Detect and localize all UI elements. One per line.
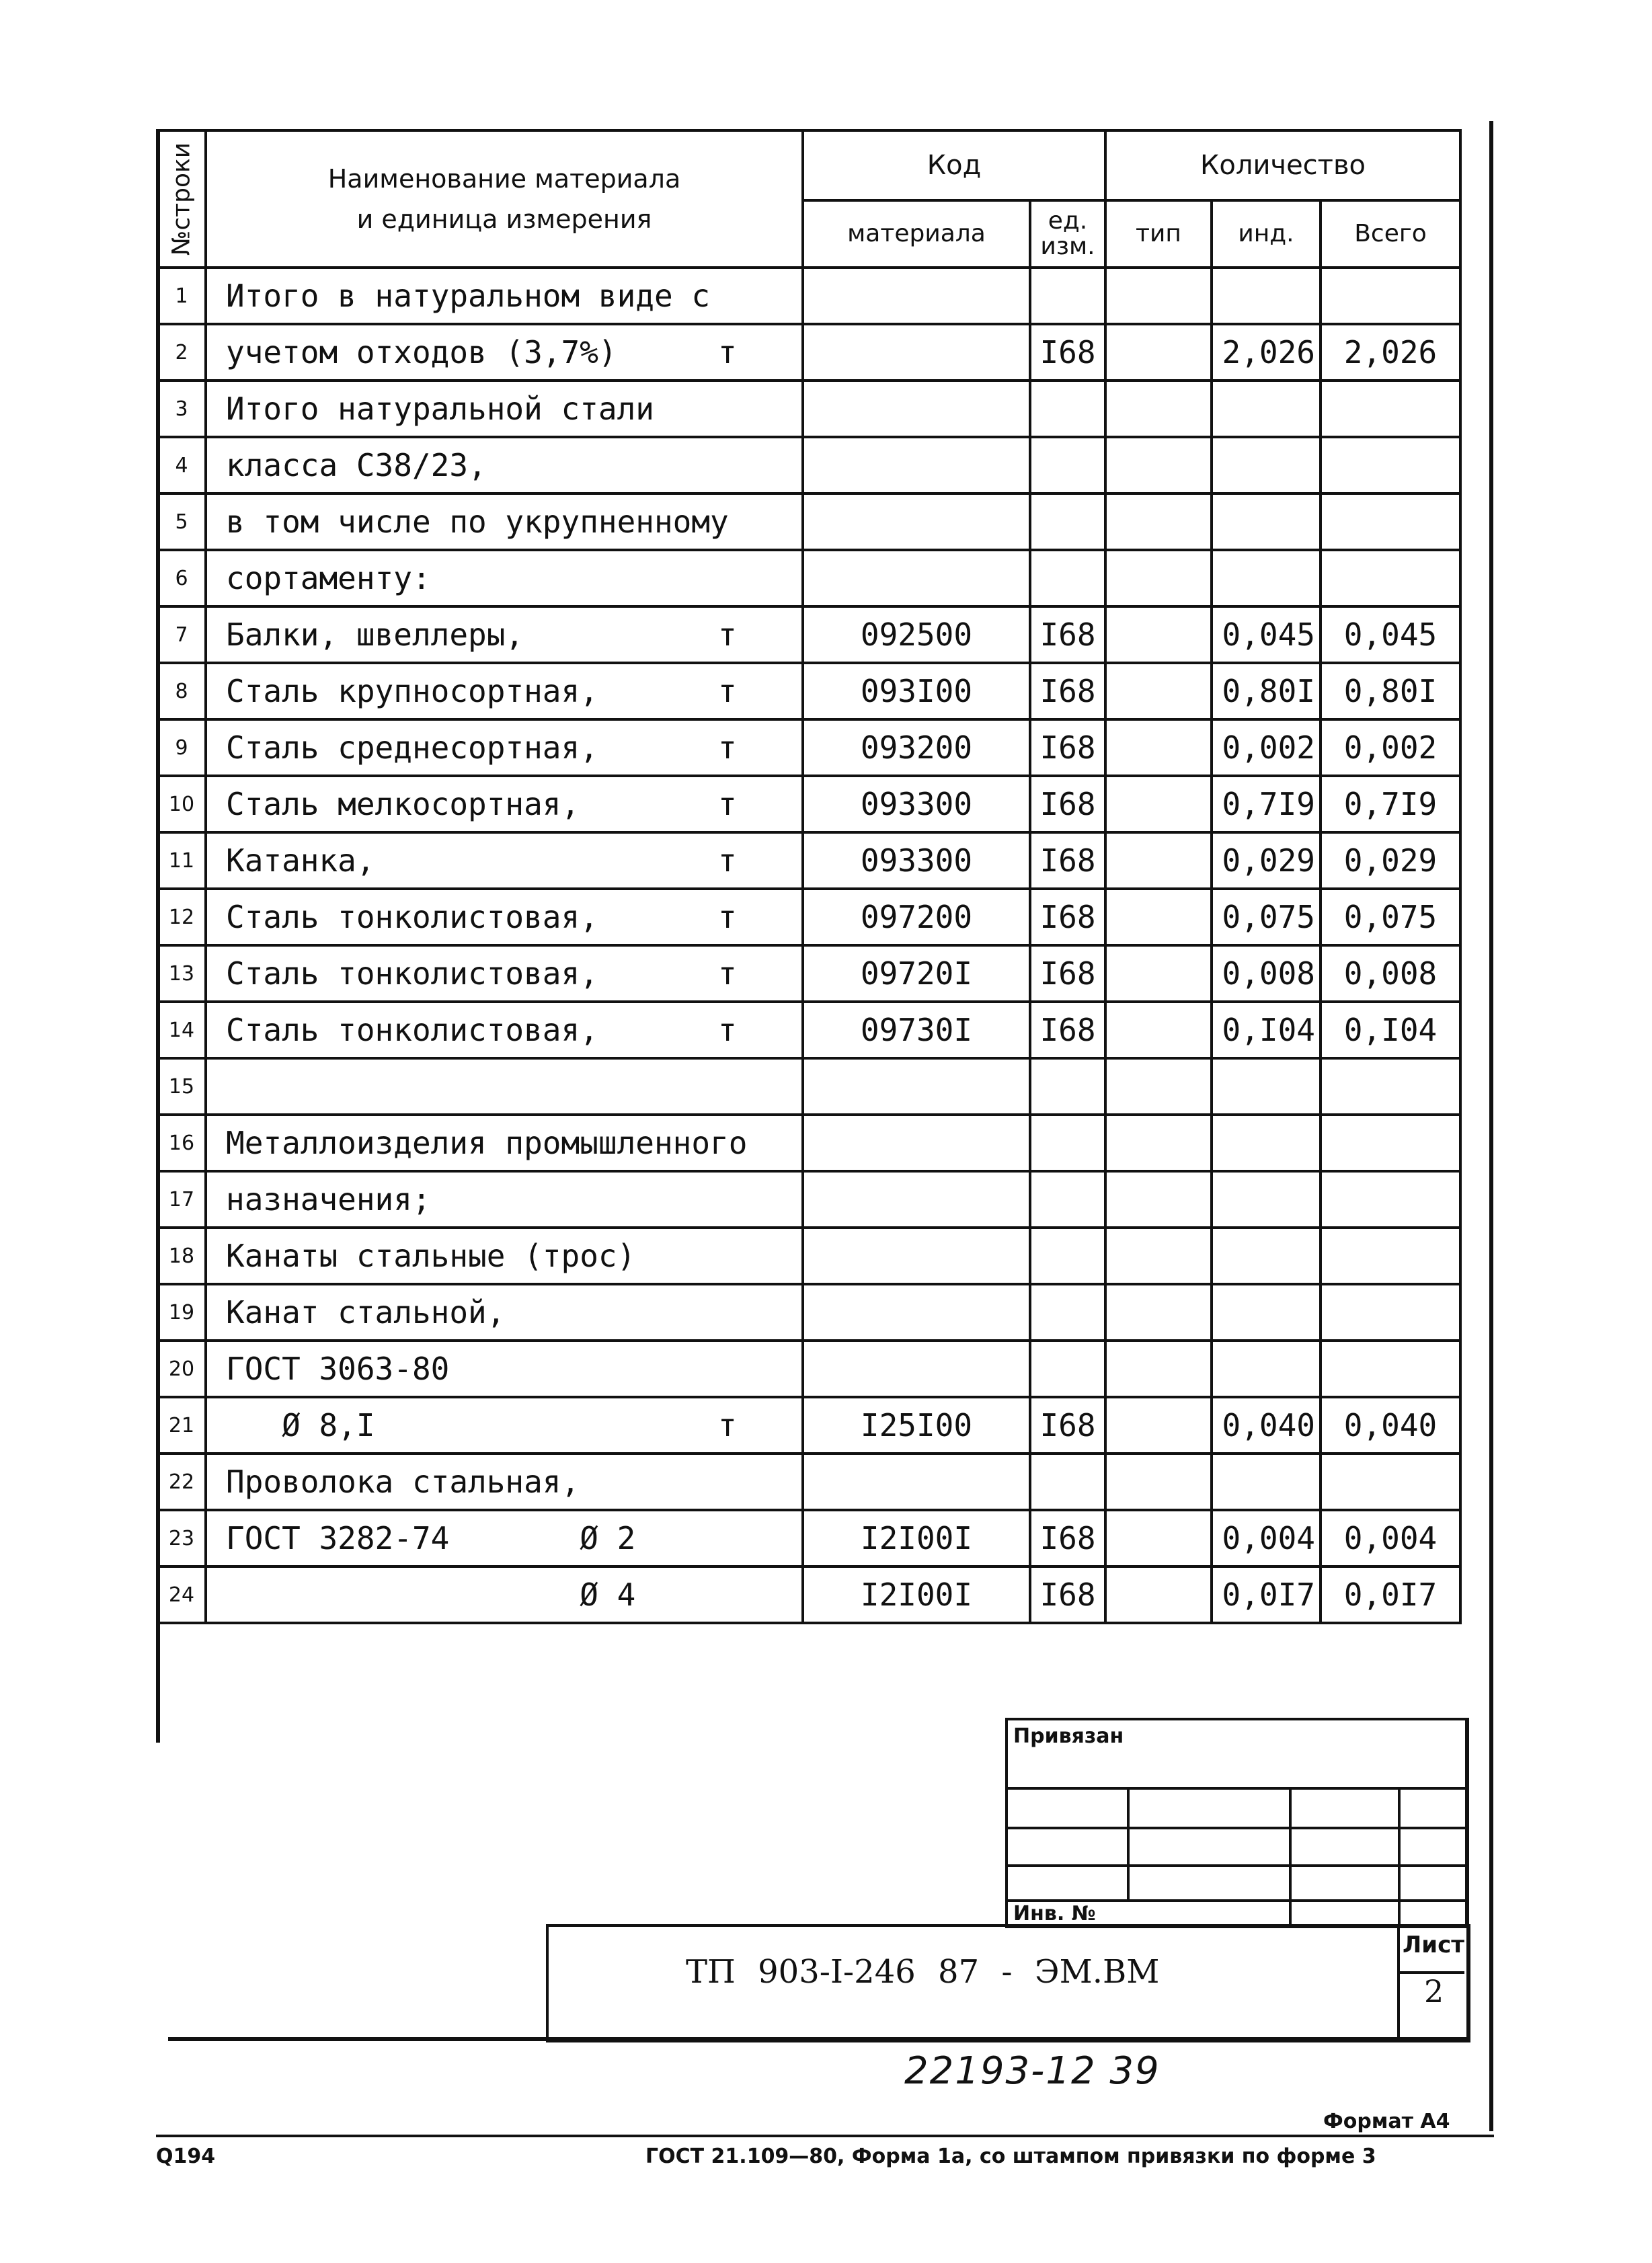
qty-total	[1321, 493, 1460, 550]
inventory-label: Инв. №	[1013, 1902, 1096, 1925]
material-name	[206, 493, 803, 550]
qty-ind	[1212, 1115, 1321, 1171]
table-row	[157, 1341, 1460, 1397]
material-name-text: Сталь мелкосортная,	[226, 786, 580, 822]
row-number: 24	[157, 1566, 206, 1623]
qty-ind: 0,045	[1212, 606, 1321, 663]
material-name	[206, 1058, 803, 1115]
header-material-name	[206, 130, 803, 268]
unit-code	[1030, 1058, 1105, 1115]
left-code: Q194	[156, 2145, 216, 2168]
material-name	[206, 719, 803, 776]
qty-ind: 0,0I7	[1212, 1566, 1321, 1623]
material-name-text: класса С38/23,	[226, 447, 487, 483]
row-number: 8	[157, 663, 206, 719]
material-code	[803, 437, 1030, 493]
table-row	[157, 832, 1460, 889]
table-row	[157, 945, 1460, 1002]
table-row	[157, 1510, 1460, 1566]
table-row	[157, 889, 1460, 945]
qty-type	[1105, 663, 1212, 719]
material-code	[803, 268, 1030, 324]
row-number: 15	[157, 1058, 206, 1115]
unit-of-measure: т	[718, 955, 737, 992]
qty-type	[1105, 1228, 1212, 1284]
material-code	[803, 324, 1030, 381]
stamp-grid-line	[1398, 1787, 1401, 1925]
qty-type	[1105, 324, 1212, 381]
row-number: 11	[157, 832, 206, 889]
table-row	[157, 1397, 1460, 1454]
qty-total: 0,040	[1321, 1397, 1460, 1454]
material-name	[206, 1228, 803, 1284]
material-code: 093I00	[803, 663, 1030, 719]
row-number: 3	[157, 381, 206, 437]
qty-type	[1105, 1058, 1212, 1115]
material-code: 093300	[803, 776, 1030, 832]
header-code-unit	[1030, 200, 1105, 268]
row-number: 9	[157, 719, 206, 776]
material-name-text: назначения;	[226, 1181, 431, 1218]
material-code	[803, 1115, 1030, 1171]
qty-total: 0,0I7	[1321, 1566, 1460, 1623]
unit-code	[1030, 493, 1105, 550]
qty-total: 0,80I	[1321, 663, 1460, 719]
unit-of-measure: т	[718, 842, 737, 879]
qty-total	[1321, 381, 1460, 437]
unit-code: I68	[1030, 606, 1105, 663]
row-number: 12	[157, 889, 206, 945]
unit-of-measure: т	[718, 1012, 737, 1048]
header-qty-type: тип	[1105, 200, 1212, 268]
row-number: 18	[157, 1228, 206, 1284]
qty-total: 0,075	[1321, 889, 1460, 945]
qty-type	[1105, 381, 1212, 437]
unit-code	[1030, 1454, 1105, 1510]
frame-right-border	[1489, 121, 1493, 2131]
unit-of-measure: т	[718, 786, 737, 822]
unit-code: I68	[1030, 1510, 1105, 1566]
qty-total	[1321, 268, 1460, 324]
header-code-unit-line2: изм.	[1040, 233, 1095, 260]
material-name	[206, 1454, 803, 1510]
qty-total: 0,008	[1321, 945, 1460, 1002]
stamp-grid-line	[1008, 1827, 1465, 1829]
header-code-group: Код	[803, 130, 1105, 200]
qty-ind: 0,029	[1212, 832, 1321, 889]
header-quantity-group: Количество	[1105, 130, 1460, 200]
qty-type	[1105, 1115, 1212, 1171]
qty-ind	[1212, 268, 1321, 324]
qty-type	[1105, 1171, 1212, 1228]
material-code	[803, 493, 1030, 550]
qty-type	[1105, 1284, 1212, 1341]
row-number: 17	[157, 1171, 206, 1228]
table-row	[157, 776, 1460, 832]
material-code: I2I00I	[803, 1566, 1030, 1623]
stamp-grid-line	[1008, 1864, 1465, 1867]
material-code	[803, 1058, 1030, 1115]
table-row	[157, 493, 1460, 550]
material-name-text: учетом отходов (3,7%)	[226, 334, 617, 370]
material-name	[206, 945, 803, 1002]
row-number: 5	[157, 493, 206, 550]
table-row	[157, 1171, 1460, 1228]
unit-code	[1030, 1228, 1105, 1284]
material-name-text: в том числе по укрупненному	[226, 504, 729, 540]
table-row	[157, 1002, 1460, 1058]
material-name-text: Итого натуральной стали	[226, 391, 654, 427]
material-name-text: Ø 4	[226, 1577, 636, 1613]
unit-code: I68	[1030, 945, 1105, 1002]
qty-ind: 0,075	[1212, 889, 1321, 945]
table-row	[157, 550, 1460, 606]
header-qty-total: Всего	[1321, 200, 1460, 268]
qty-type	[1105, 268, 1212, 324]
archive-number: 22193-12 39	[904, 2049, 1161, 2093]
header-row-number-label: №строки	[167, 142, 196, 256]
material-name-text: Канат стальной,	[226, 1294, 506, 1331]
header-name-line1: Наименование материала	[327, 164, 681, 194]
unit-of-measure: т	[718, 899, 737, 935]
qty-type	[1105, 550, 1212, 606]
material-name-text: Сталь тонколистовая,	[226, 955, 598, 992]
row-number: 10	[157, 776, 206, 832]
qty-total	[1321, 1341, 1460, 1397]
qty-ind: 0,004	[1212, 1510, 1321, 1566]
qty-type	[1105, 889, 1212, 945]
material-name	[206, 776, 803, 832]
qty-total	[1321, 1115, 1460, 1171]
qty-type	[1105, 1566, 1212, 1623]
material-name-text: Ø 8,I	[226, 1407, 375, 1443]
unit-code	[1030, 437, 1105, 493]
qty-total: 0,002	[1321, 719, 1460, 776]
stamp-grid-line	[1289, 1787, 1292, 1925]
table-row	[157, 1566, 1460, 1623]
qty-total	[1321, 1171, 1460, 1228]
material-code: I25I00	[803, 1397, 1030, 1454]
material-code	[803, 1454, 1030, 1510]
unit-code: I68	[1030, 1397, 1105, 1454]
header-name-line2: и единица измерения	[356, 204, 652, 234]
material-name	[206, 1341, 803, 1397]
material-name	[206, 381, 803, 437]
material-code: I2I00I	[803, 1510, 1030, 1566]
material-code	[803, 1341, 1030, 1397]
row-number: 21	[157, 1397, 206, 1454]
document-code: ТП 903-I-246 87 - ЭМ.ВМ	[686, 1953, 1160, 1991]
qty-ind: 0,7I9	[1212, 776, 1321, 832]
material-name	[206, 1397, 803, 1454]
material-name-text: Сталь среднесортная,	[226, 729, 598, 766]
qty-ind	[1212, 1454, 1321, 1510]
qty-total: 2,026	[1321, 324, 1460, 381]
qty-ind	[1212, 437, 1321, 493]
material-name	[206, 1002, 803, 1058]
row-number: 1	[157, 268, 206, 324]
row-number: 7	[157, 606, 206, 663]
unit-code	[1030, 268, 1105, 324]
material-name	[206, 663, 803, 719]
qty-type	[1105, 1454, 1212, 1510]
unit-code: I68	[1030, 776, 1105, 832]
qty-total: 0,004	[1321, 1510, 1460, 1566]
table-row	[157, 1058, 1460, 1115]
unit-code	[1030, 1284, 1105, 1341]
table-body	[157, 268, 1460, 1623]
qty-ind: 0,008	[1212, 945, 1321, 1002]
material-name	[206, 1510, 803, 1566]
qty-total	[1321, 437, 1460, 493]
material-name	[206, 1115, 803, 1171]
unit-code: I68	[1030, 719, 1105, 776]
material-name	[206, 832, 803, 889]
material-code: 097200	[803, 889, 1030, 945]
table-row	[157, 1284, 1460, 1341]
row-number: 2	[157, 324, 206, 381]
qty-type	[1105, 1397, 1212, 1454]
row-number: 14	[157, 1002, 206, 1058]
footer-rule	[156, 2135, 1494, 2137]
qty-total: 0,I04	[1321, 1002, 1460, 1058]
unit-code: I68	[1030, 1002, 1105, 1058]
table-row	[157, 606, 1460, 663]
material-code: 09730I	[803, 1002, 1030, 1058]
material-name-text: сортаменту:	[226, 560, 431, 596]
table-row	[157, 324, 1460, 381]
table-row	[157, 663, 1460, 719]
material-name-text: Сталь тонколистовая,	[226, 1012, 598, 1048]
material-name-text: ГОСТ 3282-74 Ø 2	[226, 1520, 636, 1556]
material-name	[206, 1566, 803, 1623]
row-number: 6	[157, 550, 206, 606]
qty-type	[1105, 1341, 1212, 1397]
material-code	[803, 550, 1030, 606]
table-row	[157, 268, 1460, 324]
qty-ind	[1212, 550, 1321, 606]
material-code: 092500	[803, 606, 1030, 663]
qty-type	[1105, 1510, 1212, 1566]
table-row	[157, 719, 1460, 776]
material-name	[206, 550, 803, 606]
unit-of-measure: т	[718, 673, 737, 709]
material-code	[803, 1284, 1030, 1341]
unit-of-measure: т	[718, 729, 737, 766]
unit-code: I68	[1030, 663, 1105, 719]
material-name	[206, 437, 803, 493]
row-number: 22	[157, 1454, 206, 1510]
qty-type	[1105, 1002, 1212, 1058]
unit-code: I68	[1030, 1566, 1105, 1623]
material-name	[206, 324, 803, 381]
qty-ind: 0,I04	[1212, 1002, 1321, 1058]
qty-type	[1105, 945, 1212, 1002]
attached-label: Привязан	[1013, 1724, 1124, 1748]
gost-note: ГОСТ 21.109—80, Форма 1а, со штампом привязки по форме 3	[645, 2145, 1376, 2168]
material-name-text: Сталь тонколистовая,	[226, 899, 598, 935]
table-row	[157, 1115, 1460, 1171]
material-code	[803, 1228, 1030, 1284]
unit-code	[1030, 1341, 1105, 1397]
material-name	[206, 606, 803, 663]
unit-code	[1030, 550, 1105, 606]
unit-of-measure: т	[718, 334, 737, 370]
qty-total	[1321, 550, 1460, 606]
qty-ind	[1212, 1341, 1321, 1397]
qty-ind	[1212, 1058, 1321, 1115]
unit-code: I68	[1030, 889, 1105, 945]
unit-code	[1030, 1115, 1105, 1171]
table-row	[157, 381, 1460, 437]
header-qty-ind: инд.	[1212, 200, 1321, 268]
header-row-number	[157, 130, 206, 268]
qty-total	[1321, 1454, 1460, 1510]
material-code	[803, 381, 1030, 437]
qty-total: 0,029	[1321, 832, 1460, 889]
qty-type	[1105, 776, 1212, 832]
stamp-grid-line	[1127, 1787, 1130, 1899]
header-code-material: материала	[803, 200, 1030, 268]
qty-total: 0,7I9	[1321, 776, 1460, 832]
material-name-text: Балки, швеллеры,	[226, 617, 524, 653]
format-label: Формат А4	[1323, 2110, 1450, 2133]
sheet-divider	[1397, 1924, 1400, 2040]
table-row	[157, 1228, 1460, 1284]
attachment-stamp	[1005, 1718, 1469, 1928]
qty-type	[1105, 437, 1212, 493]
material-name	[206, 889, 803, 945]
material-name-text: ГОСТ 3063-80	[226, 1351, 450, 1387]
row-number: 16	[157, 1115, 206, 1171]
stamp-grid-line	[1008, 1787, 1465, 1790]
unit-of-measure: т	[718, 617, 737, 653]
unit-code: I68	[1030, 324, 1105, 381]
sheet-number: 2	[1424, 1973, 1444, 2010]
material-name-text: Сталь крупносортная,	[226, 673, 598, 709]
bottom-rule	[168, 2037, 1469, 2041]
table-row	[157, 437, 1460, 493]
qty-total: 0,045	[1321, 606, 1460, 663]
qty-ind	[1212, 1171, 1321, 1228]
materials-table	[156, 129, 1462, 1624]
qty-ind: 0,002	[1212, 719, 1321, 776]
material-code: 093300	[803, 832, 1030, 889]
material-name-text: Металлоизделия промышленного	[226, 1125, 748, 1161]
qty-type	[1105, 606, 1212, 663]
row-number: 20	[157, 1341, 206, 1397]
material-code: 093200	[803, 719, 1030, 776]
qty-ind	[1212, 1284, 1321, 1341]
sheet-label: Лист	[1403, 1932, 1464, 1958]
row-number: 13	[157, 945, 206, 1002]
row-number: 23	[157, 1510, 206, 1566]
qty-type	[1105, 832, 1212, 889]
qty-ind	[1212, 1228, 1321, 1284]
qty-ind: 0,040	[1212, 1397, 1321, 1454]
qty-total	[1321, 1284, 1460, 1341]
material-name-text: Проволока стальная,	[226, 1464, 580, 1500]
row-number: 19	[157, 1284, 206, 1341]
material-code: 09720I	[803, 945, 1030, 1002]
qty-total	[1321, 1228, 1460, 1284]
qty-type	[1105, 719, 1212, 776]
material-name	[206, 1171, 803, 1228]
qty-type	[1105, 493, 1212, 550]
material-name	[206, 268, 803, 324]
row-number: 4	[157, 437, 206, 493]
material-code	[803, 1171, 1030, 1228]
material-name	[206, 1284, 803, 1341]
header-code-unit-line1: ед.	[1048, 207, 1088, 235]
qty-ind	[1212, 493, 1321, 550]
unit-code	[1030, 1171, 1105, 1228]
unit-of-measure: т	[718, 1407, 737, 1443]
qty-ind: 2,026	[1212, 324, 1321, 381]
material-name-text: Итого в натуральном виде с	[226, 278, 711, 314]
table-row	[157, 1454, 1460, 1510]
unit-code	[1030, 381, 1105, 437]
material-name-text: Канаты стальные (трос)	[226, 1238, 636, 1274]
qty-ind: 0,80I	[1212, 663, 1321, 719]
qty-ind	[1212, 381, 1321, 437]
material-name-text: Катанка,	[226, 842, 375, 879]
qty-total	[1321, 1058, 1460, 1115]
unit-code: I68	[1030, 832, 1105, 889]
